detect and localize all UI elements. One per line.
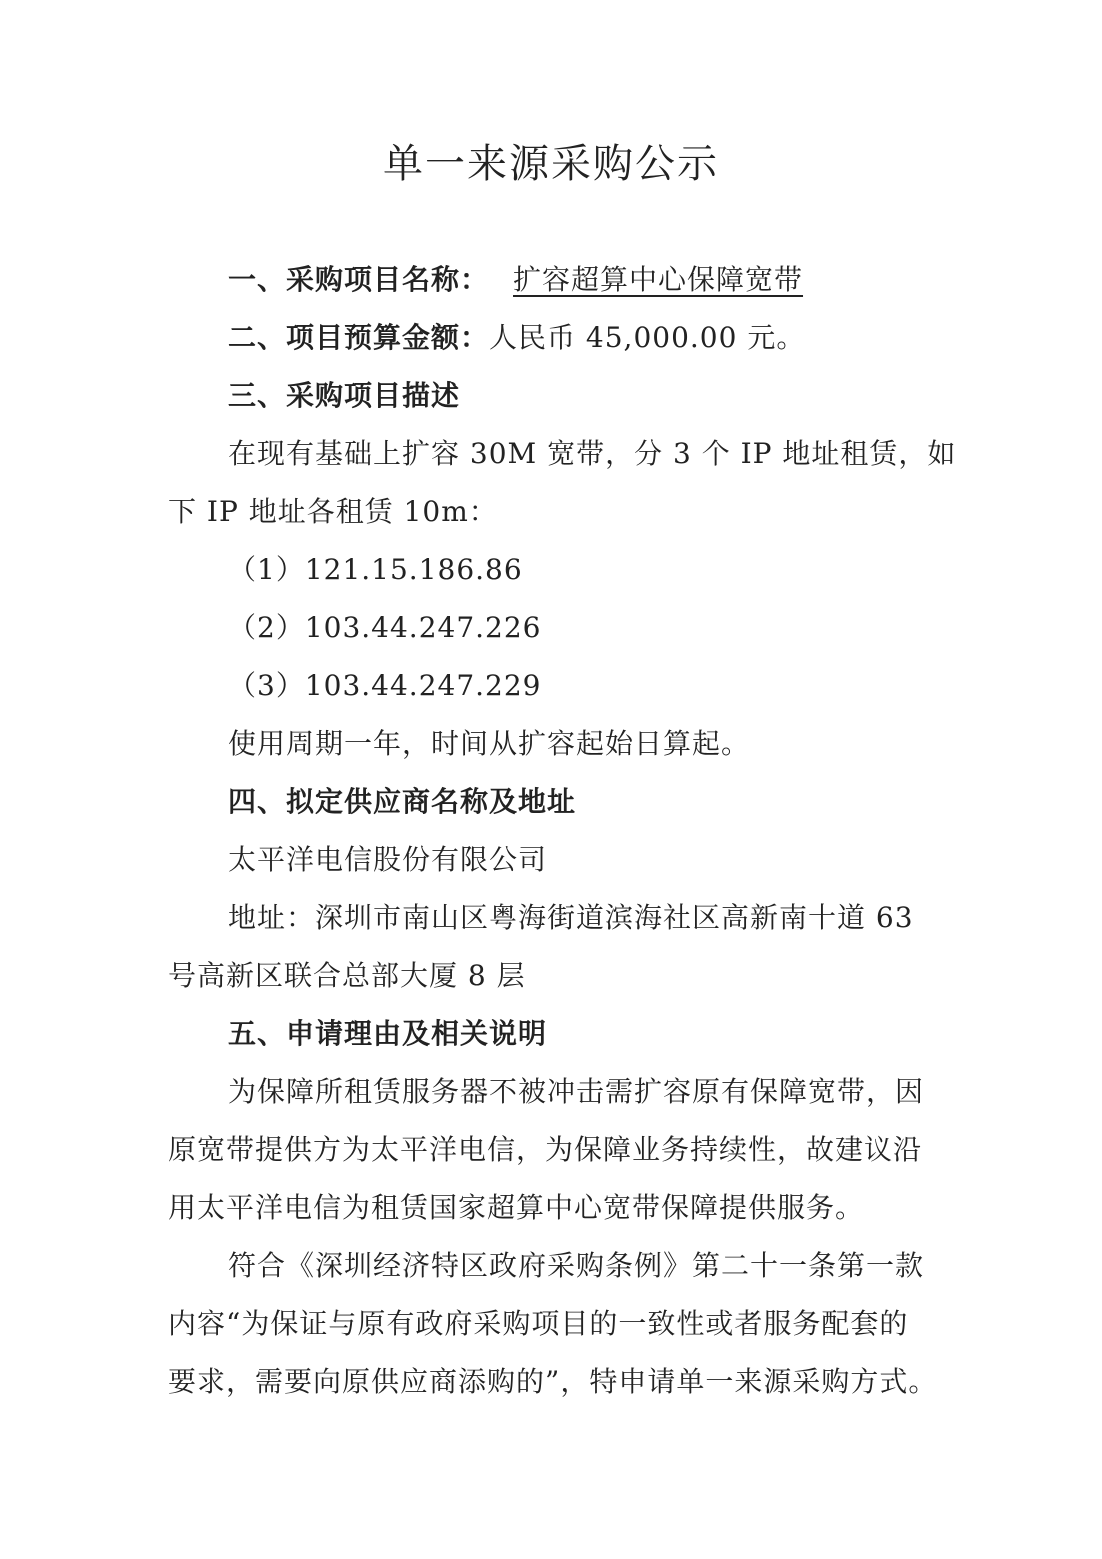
section-1-heading: 一、采购项目名称： xyxy=(228,263,490,296)
description-line-1: 在现有基础上扩容 30M 宽带，分 3 个 IP 地址租赁，如 xyxy=(228,437,957,470)
section-2-heading: 二、项目预算金额： xyxy=(228,321,490,354)
regulation-paragraph-line: 符合《深圳经济特区政府采购条例》第二十一条第一款 xyxy=(228,1249,925,1282)
address-line-2: 号高新区联合总部大厦 8 层 xyxy=(168,959,526,992)
section-4-heading: 四、拟定供应商名称及地址 xyxy=(228,785,577,818)
section-3-heading: 三、采购项目描述 xyxy=(228,379,461,412)
project-name-value: 扩容超算中心保障宽带 xyxy=(513,263,804,296)
reason-paragraph-line: 为保障所租赁服务器不被冲击需扩容原有保障宽带，因 xyxy=(228,1075,925,1108)
regulation-paragraph-line: 要求，需要向原供应商添购的”，特申请单一来源采购方式。 xyxy=(168,1365,938,1398)
section-1-row xyxy=(228,260,938,300)
ip-address-item: （1）121.15.186.86 xyxy=(228,553,523,586)
page-title: 单一来源采购公示 xyxy=(383,141,719,187)
supplier-name: 太平洋电信股份有限公司 xyxy=(228,843,548,876)
usage-period: 使用周期一年，时间从扩容起始日算起。 xyxy=(228,727,751,760)
reason-paragraph-line: 用太平洋电信为租赁国家超算中心宽带保障提供服务。 xyxy=(168,1191,865,1224)
ip-address-item: （3）103.44.247.229 xyxy=(228,669,542,702)
budget-value: 人民币 45,000.00 元。 xyxy=(489,321,806,354)
ip-address-item: （2）103.44.247.226 xyxy=(228,611,542,644)
section-5-heading: 五、申请理由及相关说明 xyxy=(228,1017,548,1050)
address-line-1: 地址：深圳市南山区粤海街道滨海社区高新南十道 63 xyxy=(228,901,914,934)
reason-paragraph-line: 原宽带提供方为太平洋电信，为保障业务持续性，故建议沿 xyxy=(168,1133,923,1166)
regulation-paragraph-line: 内容“为保证与原有政府采购项目的一致性或者服务配套的 xyxy=(168,1307,909,1340)
section-2-row xyxy=(228,318,938,358)
description-line-2: 下 IP 地址各租赁 10m： xyxy=(168,495,498,528)
